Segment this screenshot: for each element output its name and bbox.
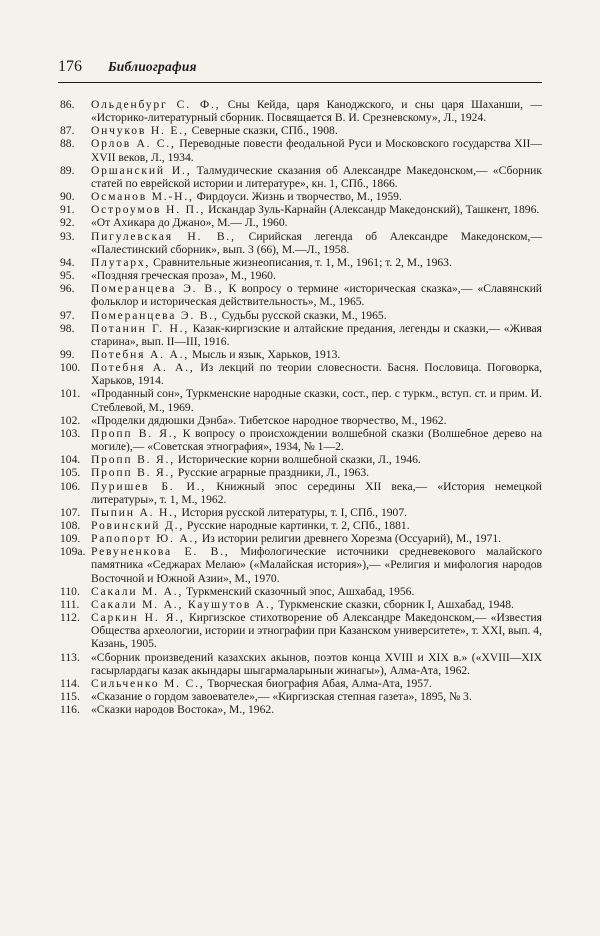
entry-text: «Сказки народов Востока», М., 1962. (91, 703, 275, 717)
entry-author: Пропп В. Я., (91, 466, 175, 480)
entry-author: Ровинский Д., (91, 519, 185, 532)
bibliography-entry (58, 230, 542, 256)
entry-author: Сакали М. А., (91, 584, 184, 598)
bibliography-entry (58, 216, 542, 229)
entry-number: 101. (60, 387, 81, 401)
entry-number: 94. (60, 255, 75, 269)
entry-author: Пигулевская Н. В., (91, 229, 236, 243)
entry-number: 99. (60, 347, 75, 361)
bibliography-entry (58, 190, 542, 203)
entry-number: 88. (60, 137, 75, 151)
entry-author: Пуришев Б. И., (91, 479, 207, 493)
entry-author: Ревуненкова Е. В., (91, 545, 230, 559)
entry-text: Книжный эпос середины XII века,— «История немецкой литературы», т. 1, М., 1962. (91, 479, 542, 506)
entry-number: 96. (60, 282, 75, 296)
entry-text: Киргизское стихотворение об Александре Македонском,— «Известия Общества археологии, истории и этнографии при Казанском университете», т. XXI, вып. 4, Казань, 1905. (91, 611, 543, 651)
bibliography-entry (58, 703, 542, 716)
bibliography-entry (58, 519, 542, 532)
entry-text: История русской литературы, т. I, СПб., 1907. (178, 505, 408, 519)
entry-text: Исторические корни волшебной сказки, Л., 1946. (174, 453, 421, 467)
bibliography-entry (58, 322, 542, 348)
bibliography-entry (58, 690, 542, 703)
entry-number: 109. (60, 532, 81, 546)
entry-text: Искандар Зуль-Карнайн (Александр Македонский), Ташкент, 1896. (205, 203, 540, 217)
header-rule (58, 82, 542, 83)
bibliography-entry (58, 545, 542, 584)
bibliography-entry (58, 427, 542, 453)
entry-text: «Сказание о гордом завоевателе»,— «Киргизская степная газета», 1895, № 3. (91, 690, 472, 704)
bibliography-entry (58, 677, 542, 690)
page-number: 176 (58, 58, 82, 75)
entry-author: Оршанский И., (91, 163, 192, 177)
bibliography-entry (58, 137, 542, 163)
entry-number: 97. (60, 308, 75, 322)
bibliography-entry (58, 309, 542, 322)
entry-number: 110. (60, 584, 80, 598)
entry-author: Пыпин А. Н., (91, 505, 179, 519)
entry-author: Потанин Г. Н., (91, 321, 190, 335)
page-header (58, 58, 542, 82)
entry-author: Орлов А. С., (91, 137, 176, 151)
bibliography-entry (58, 164, 542, 190)
entry-number: 116. (60, 703, 80, 717)
entry-number: 106. (60, 479, 81, 493)
entry-text: Сны Кейда, царя Каноджского, и сны царя Шаханши, — «Историко-литературный сборник. Посвящается В. И. Срезневскому», Л., 1924. (91, 98, 542, 125)
bibliography-entry (58, 480, 542, 506)
entry-author: Потебня А. А., (91, 347, 190, 361)
bibliography-entry (58, 651, 542, 677)
entry-text: Северные сказки, СПб., 1908. (188, 124, 338, 138)
entry-number: 89. (60, 163, 75, 177)
bibliography-entry (58, 269, 542, 282)
entry-text: Талмудические сказания об Александре Македонском,— «Сборник статей по еврейской истории и литературе», кн. 1, СПб., 1866. (91, 163, 542, 190)
entry-number: 105. (60, 466, 81, 480)
entry-text: Из лекций по теории словесности. Басня. Пословица. Поговорка, Харьков, 1914. (91, 361, 542, 388)
entry-number: 93. (60, 229, 75, 243)
entry-number: 91. (60, 203, 75, 217)
bibliography-entry (58, 256, 542, 269)
bibliography-entry (58, 532, 542, 545)
entry-author: Османов М.-Н., (91, 190, 194, 204)
entry-author: Рапопорт Ю. А., (91, 532, 199, 546)
entry-author: Сакали М. А., Каушутов А., (91, 597, 276, 611)
entry-author: Ольденбург С. Ф., (91, 98, 221, 111)
entry-text: К вопросу о термине «историческая сказка»,— «Славянский фольклор и историческая действительность», М., 1965. (91, 282, 542, 309)
bibliography-entry (58, 124, 542, 137)
entry-number: 103. (60, 426, 81, 440)
entry-text: Мысль и язык, Харьков, 1913. (189, 347, 341, 361)
entry-number: 90. (60, 190, 75, 204)
bibliography-entry (58, 611, 542, 650)
entry-number: 109а. (60, 545, 86, 559)
entry-author: Остроумов Н. П., (91, 203, 206, 217)
entry-number: 114. (60, 676, 80, 690)
entry-text: «Сборник произведений казахских акынов, поэтов конца XVIII и XIX в.» («XVIII—XIX гасырлардагы казак акындары шыгармаларыныи жинагы»), Алма-Ата, 1962. (91, 650, 542, 677)
entry-number: 111. (60, 597, 80, 611)
entry-text: Туркменские сказки, сборник I, Ашхабад, 1948. (275, 597, 514, 611)
entry-author: Померанцева Э. В., (91, 308, 219, 322)
bibliography-entry (58, 598, 542, 611)
entry-author: Плутарх, (91, 255, 151, 269)
entry-author: Саркин Н. Я., (91, 611, 185, 625)
entry-text: Судьбы русской сказки, М., 1965. (218, 308, 387, 322)
bibliography-entry (58, 585, 542, 598)
entry-author: Пропп В. Я., (91, 453, 175, 467)
entry-text: Творческая биография Абая, Алма-Ата, 1957. (204, 676, 432, 690)
entry-number: 113. (60, 650, 80, 664)
entry-text: «Проданный сон», Туркменские народные сказки, сост., пер. с туркм., вступ. ст. и прим. И. Стеблевой, М., 1969. (91, 387, 542, 414)
entry-number: 100. (60, 361, 81, 375)
entry-text: Фирдоуси. Жизнь и творчество, М., 1959. (193, 190, 402, 204)
section-title: Библиография (108, 59, 197, 74)
bibliography-entry (58, 506, 542, 519)
entry-text: «Поздняя греческая проза», М., 1960. (91, 269, 276, 283)
entry-number: 98. (60, 321, 75, 335)
bibliography-entry (58, 348, 542, 361)
entry-text: К вопросу о происхождении волшебной сказки (Волшебное дерево на могиле),— «Советская этнография», 1934, № 1—2. (91, 426, 542, 454)
bibliography-entry (58, 466, 542, 479)
entry-text: Из истории религии древнего Хорезма (Оссуарий), М., 1971. (198, 532, 502, 546)
entry-number: 112. (60, 611, 80, 625)
entry-text: Туркменский сказочный эпос, Ашхабад, 1956. (183, 584, 415, 598)
entry-text: Сирийская легенда об Александре Македонском,— «Палестинский сборник», вып. 3 (66), М.—Л., 1958. (91, 229, 542, 256)
bibliography-entry (58, 414, 542, 427)
entry-number: 102. (60, 413, 81, 427)
entry-author: Ончуков Н. Е., (91, 124, 189, 138)
entry-number: 92. (60, 216, 75, 230)
entry-text: Казак-киргизские и алтайские предания, легенды и сказки,— «Живая старина», вып. II—III, 1916. (91, 321, 542, 348)
entry-author: Сильченко М. С., (91, 676, 205, 690)
entry-text: «От Ахикара до Джано», М.— Л., 1960. (91, 216, 288, 230)
entry-text: Русские народные картинки, т. 2, СПб., 1881. (184, 519, 410, 532)
entry-author: Потебня А. А., (91, 361, 195, 375)
bibliography-entry (58, 98, 542, 124)
entry-text: Русские аграрные праздники, Л., 1963. (174, 466, 370, 480)
entry-text: Мифологические источники средневекового малайского памятника «Седжарах Мелаю» («Малайская история»),— «Религия и мифология народов Восточной и Южной Азии», М., 1970. (91, 545, 542, 585)
entry-number: 115. (60, 690, 80, 704)
bibliography-entry (58, 203, 542, 216)
entry-number: 86. (60, 98, 75, 111)
entry-text: Сравнительные жизнеописания, т. 1, М., 1961; т. 2, М., 1963. (150, 255, 452, 269)
bibliography-list (58, 98, 542, 716)
bibliography-entry (58, 387, 542, 413)
entry-number: 104. (60, 453, 81, 467)
bibliography-entry (58, 453, 542, 466)
entry-number: 108. (60, 519, 81, 532)
entry-number: 107. (60, 505, 81, 519)
entry-number: 95. (60, 269, 75, 283)
bibliography-entry (58, 361, 542, 387)
entry-text: «Проделки дядюшки Дэнба». Тибетское народное творчество, М., 1962. (91, 413, 447, 427)
entry-number: 87. (60, 124, 75, 138)
bibliography-entry (58, 282, 542, 308)
entry-text: Переводные повести феодальной Руси и Московского государства XII—XVII веков, Л., 1934. (91, 137, 542, 164)
entry-author: Пропп В. Я., (91, 426, 179, 440)
entry-author: Померанцева Э. В., (91, 282, 224, 296)
